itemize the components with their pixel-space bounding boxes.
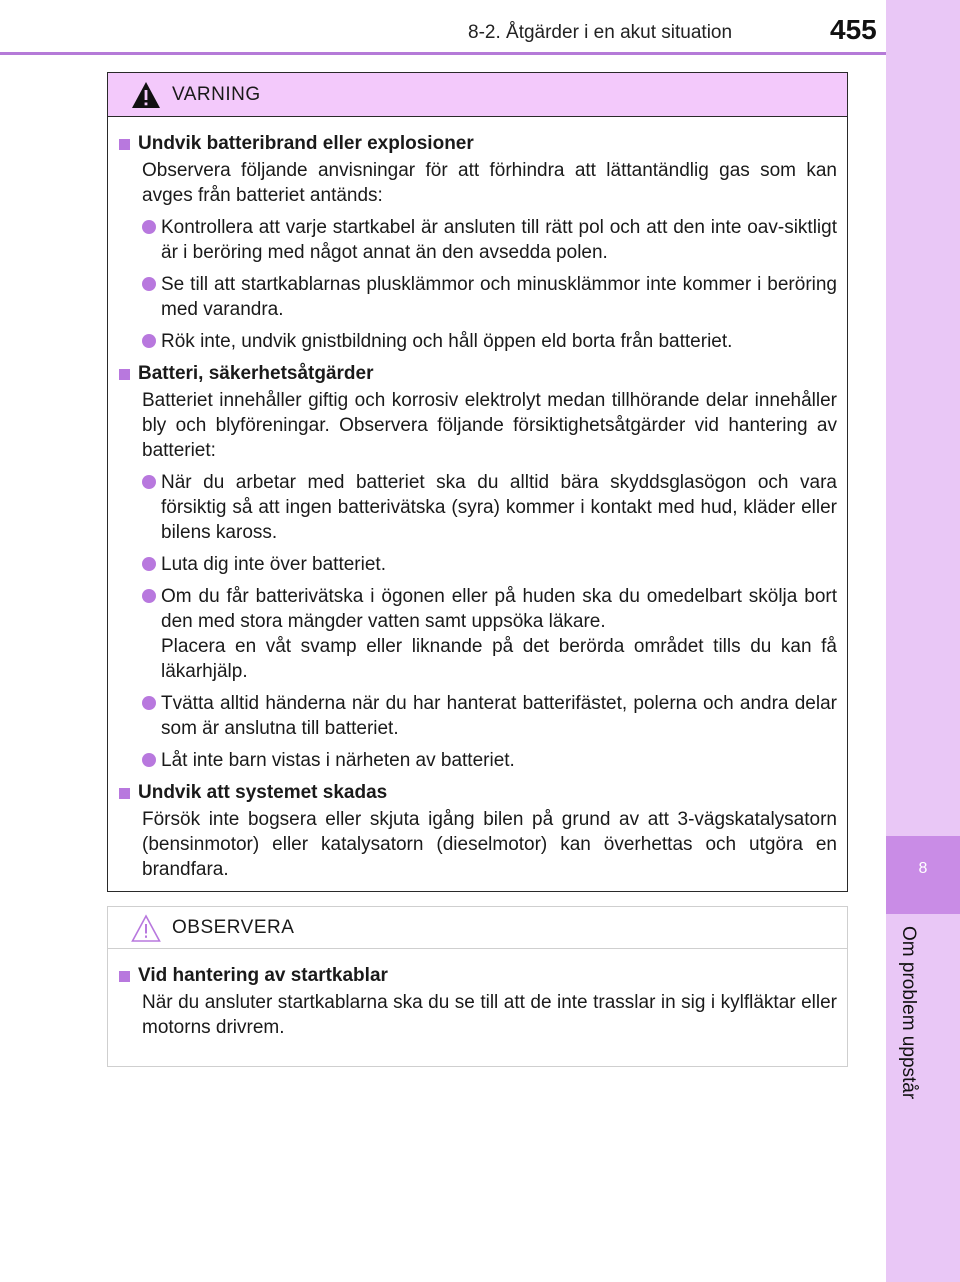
section-title: Vid hantering av startkablar (118, 963, 837, 989)
header-divider (0, 52, 886, 55)
list-item: Låt inte barn vistas i närheten av batteriet. (142, 748, 837, 773)
eye-contact-instruction: Om du får batterivätska i ögonen eller på huden ska du omedelbart skölja bort den med stora mängder vatten samt uppsöka läkare. (161, 586, 837, 632)
section-intro: Försök inte bogsera eller skjuta igång bilen på grund av att 3-vägskatalysatorn (bensinmotor) eller katalysatorn (dieselmotor) kan överhettas och utgöra en brandfara. (142, 809, 837, 880)
warning-triangle-icon (130, 80, 162, 110)
page-number: 455 (830, 14, 877, 45)
warning-box (107, 72, 848, 892)
section-title: Batteri, säkerhetsåtgärder (118, 361, 837, 387)
list-item: Kontrollera att varje startkabel är ansluten till rätt pol och att den inte oav-siktligt är i beröring med något annat än den avsedda polen. (142, 215, 837, 265)
list-item: Se till att startkablarnas plusklämmor och minusklämmor inte kommer i beröring med varandra. (142, 272, 837, 322)
skin-contact-instruction: Placera en våt svamp eller liknande på det berörda området tills du kan få läkarhjälp. (161, 636, 837, 682)
list-item: Tvätta alltid händerna när du har hanterat batterifästet, polerna och andra delar som är anslutna till batteriet. (142, 691, 837, 741)
list-item: Rök inte, undvik gnistbildning och håll öppen eld borta från batteriet. (142, 329, 837, 354)
dot-bullet-icon (142, 277, 156, 291)
square-bullet-icon (119, 139, 130, 150)
dot-bullet-icon (142, 475, 156, 489)
header-section-title: 8-2. Åtgärder i en akut situation (468, 22, 733, 43)
square-bullet-icon (119, 369, 130, 380)
list-item (142, 584, 837, 684)
chapter-label: Om problem uppstår (898, 926, 919, 1100)
section-intro: Observera följande anvisningar för att förhindra att lättantändlig gas som kan avges från batteriet antänds: (142, 160, 837, 206)
notice-body (108, 949, 847, 1040)
dot-bullet-icon (142, 589, 156, 603)
dot-bullet-icon (142, 334, 156, 348)
dot-bullet-icon (142, 753, 156, 767)
dot-bullet-icon (142, 220, 156, 234)
list-item: När du arbetar med batteriet ska du alltid bära skyddsglasögon och vara försiktig så att ingen batterivätska (syra) kommer i kontakt med hud, kläder eller bilens kaross. (142, 470, 837, 545)
dot-bullet-icon (142, 696, 156, 710)
notice-text: När du ansluter startkablarna ska du se till att de inte trasslar in sig i kylfläktar eller motorns drivrem. (142, 992, 837, 1038)
notice-box (107, 906, 848, 1067)
caution-outline-icon (130, 913, 162, 943)
section-title: Undvik batteribrand eller explosioner (118, 131, 837, 157)
section-title: Undvik att systemet skadas (118, 780, 837, 806)
dot-bullet-icon (142, 557, 156, 571)
chapter-number: 8 (918, 860, 928, 877)
section-intro: Batteriet innehåller giftig och korrosiv elektrolyt medan tillhörande delar innehåller bly och blyföreningar. Observera följande försiktighetsåtgärder vid hantering av batteriet: (142, 390, 837, 461)
notice-header (108, 907, 847, 949)
square-bullet-icon (119, 971, 130, 982)
warning-title: VARNING (172, 83, 261, 105)
warning-header (108, 73, 847, 117)
list-item: Luta dig inte över batteriet. (142, 552, 837, 577)
square-bullet-icon (119, 788, 130, 799)
notice-title: OBSERVERA (172, 916, 295, 938)
warning-body (108, 117, 847, 882)
